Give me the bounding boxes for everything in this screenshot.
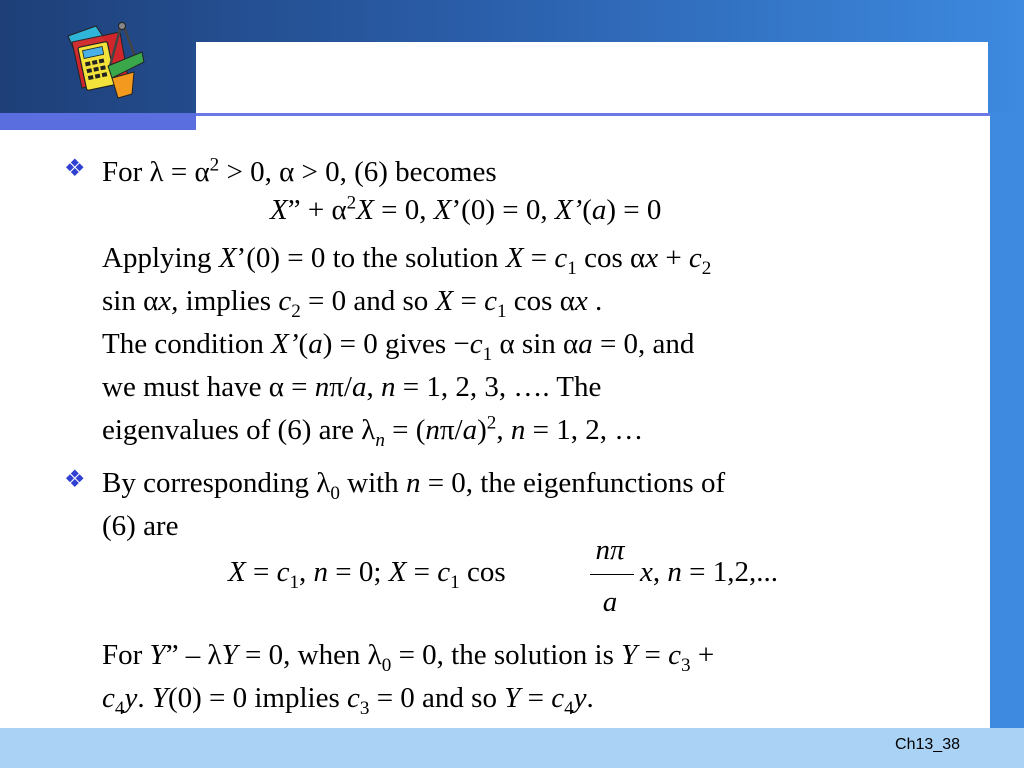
footer-bar [0, 728, 1024, 768]
equation-1: X” + $\alpha^2X = 0$, X’(0) = 0, X’(a) = 0 [270, 192, 662, 226]
fraction-bar [590, 574, 634, 575]
text-line-9: (6) are [102, 510, 179, 542]
diamond-bullet-icon: ❖ [64, 156, 86, 182]
text-line-5: The condition X’(a) = 0 gives $-c_1$ α sin αa = 0, and [102, 328, 695, 365]
equation-2: $X = c_1$, n = 0; $X = c_1$ cos [228, 556, 506, 593]
text-line-7: eigenvalues of (6) are $\lambda_n = (n\pi/a)^2$, n = 1, 2, … [102, 412, 644, 451]
diamond-bullet-icon: ❖ [64, 467, 86, 493]
text-line-10: For Y” – λY = 0, when $\lambda_0 = 0$, the solution is $Y = c_3$ + [102, 639, 715, 676]
text-line-3: Applying X’(0) = 0 to the solution $X = c_1$ $\cos \alpha x + c_2$ [102, 242, 712, 279]
bullet-line-2: By corresponding $\lambda_0$ with n = 0, the eigenfunctions of [102, 467, 726, 504]
equation-2-tail: x, n = 1,2,... [640, 556, 778, 588]
accent-line [196, 113, 990, 116]
text-line-6: we must have α = nπ/a, n = 1, 2, 3, …. The [102, 371, 602, 403]
text-line-4: sin αx, implies $c_2 = 0$ and so $X = c_1$ cos αx . [102, 285, 603, 322]
math-tools-clipart-icon [62, 22, 146, 102]
bullet-line-1: For $\lambda = \alpha^2 > 0$, α > 0, (6) becomes [102, 154, 497, 188]
text-line-11: $c_4y$. Y(0) = 0 implies $c_3 = 0$ and so $Y = c_4y$. [102, 682, 594, 719]
side-bar-right [990, 113, 1024, 728]
accent-bar-left [0, 113, 196, 130]
slide-number: Ch13_38 [895, 736, 960, 753]
fraction-numerator: nπ [595, 534, 625, 566]
fraction-denominator: a [602, 586, 618, 618]
title-area [196, 42, 988, 114]
